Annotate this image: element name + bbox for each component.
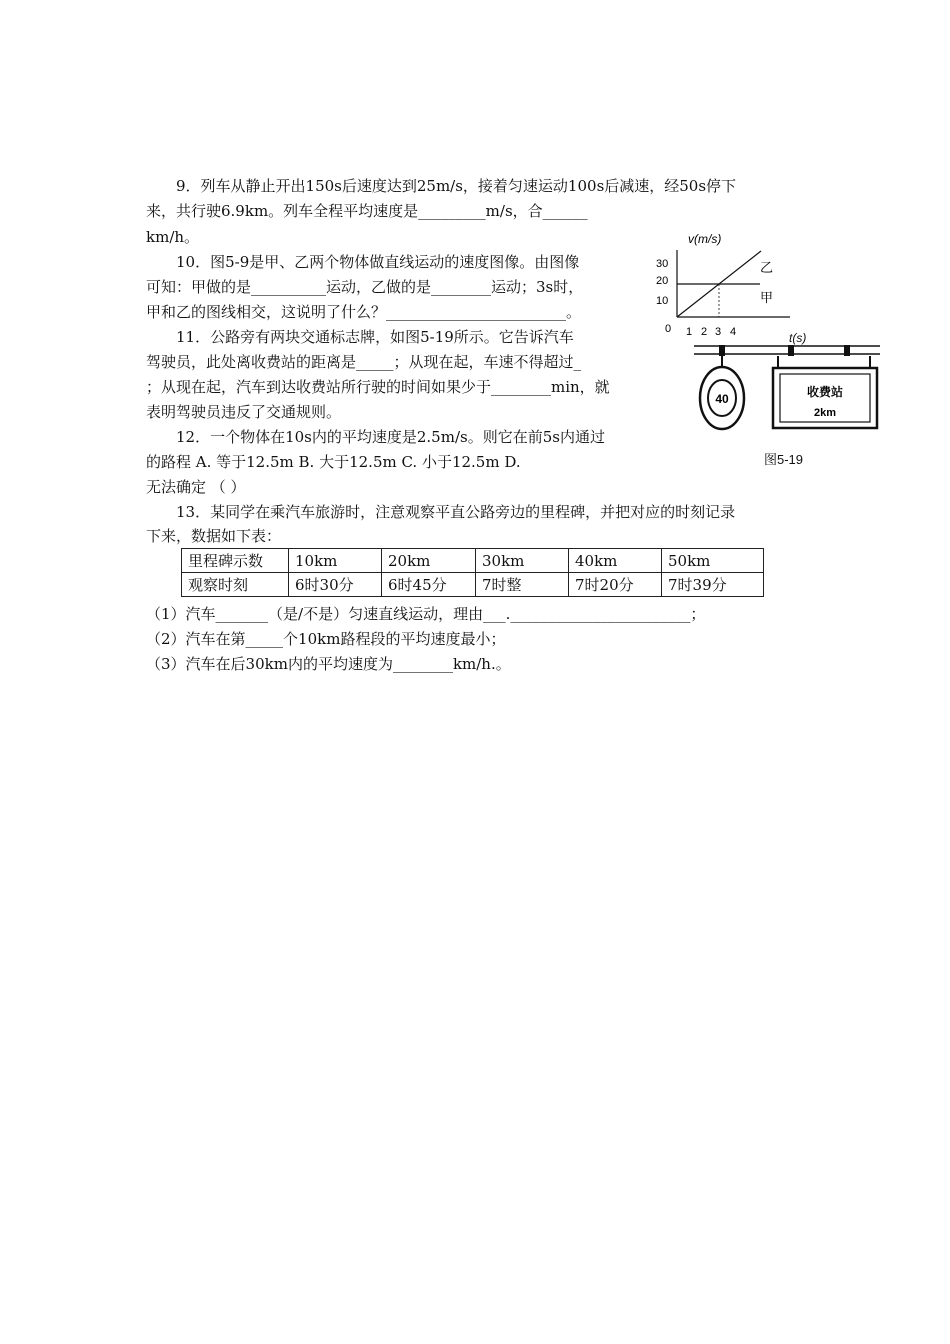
table-cell: 40km (569, 549, 662, 573)
table-cell: 7时39分 (662, 573, 764, 597)
q9-line-3: km/h。 (146, 228, 200, 246)
speed-limit-value: 40 (715, 392, 729, 406)
x-axis-label: t(s) (789, 331, 807, 345)
table-cell: 7时20分 (569, 573, 662, 597)
table-cell: 10km (289, 549, 382, 573)
table-cell: 6时30分 (289, 573, 382, 597)
q10-line-3: 甲和乙的图线相交，这说明了什么？________________________。 (146, 303, 582, 321)
table-cell: 里程碑示数 (182, 549, 289, 573)
q11-line-3: ；从现在起，汽车到达收费站所行驶的时间如果少于________min，就 (146, 378, 610, 396)
table-row (182, 549, 764, 573)
origin-label: 0 (665, 323, 672, 335)
q11-line-1: 11．公路旁有两块交通标志牌，如图5-19所示。它告诉汽车 (176, 328, 574, 346)
q12-line-3: 无法确定 （ ） (146, 478, 246, 496)
q13-sub-3: （3）汽车在后30km内的平均速度为________km/h.。 (146, 655, 511, 673)
q10-line-2: 可知：甲做的是__________运动，乙做的是________运动；3s时， (146, 278, 584, 296)
toll-station-name: 收费站 (806, 385, 844, 399)
x-tick-label: 3 (715, 326, 722, 338)
q13-sub-2: （2）汽车在第_____个10km路程段的平均速度最小； (146, 630, 506, 648)
table-cell: 6时45分 (382, 573, 476, 597)
y-axis-label: v(m/s) (688, 232, 722, 246)
pole-clamp (788, 345, 794, 356)
q10-line-1: 10．图5-9是甲、乙两个物体做直线运动的速度图像。由图像 (176, 253, 580, 271)
x-tick-label: 2 (701, 326, 708, 338)
q11-line-4: 表明驾驶员违反了交通规则。 (146, 403, 342, 421)
x-tick-label: 4 (730, 326, 737, 338)
q12-line-2: 的路程 A. 等于12.5m B. 大于12.5m C. 小于12.5m D. (146, 453, 521, 471)
q13-sub-1: （1）汽车_______（是/不是）匀速直线运动，理由___.________________________； (146, 605, 706, 623)
q9-line-2: 来，共行驶6.9km。列车全程平均速度是_________m/s，合______ (146, 202, 588, 220)
pole-clamp (844, 345, 850, 356)
table-cell: 50km (662, 549, 764, 573)
y-tick-label: 20 (656, 275, 669, 287)
toll-station-distance: 2km (813, 407, 837, 419)
table-cell: 20km (382, 549, 476, 573)
q12-line-1: 12．一个物体在10s内的平均速度是2.5m/s。则它在前5s内通过 (176, 428, 605, 446)
y-tick-label: 10 (656, 295, 669, 307)
table-cell: 30km (476, 549, 569, 573)
line-yi-label: 乙 (760, 260, 774, 275)
q11-line-2: 驾驶员，此处离收费站的距离是_____；从现在起，车速不得超过_ (146, 353, 582, 371)
q13-line-2: 下来，数据如下表： (146, 527, 282, 545)
table-row (182, 573, 764, 597)
milestone-table (181, 548, 764, 597)
q13-line-1: 13．某同学在乘汽车旅游时，注意观察平直公路旁边的里程碑，并把对应的时刻记录 (176, 503, 736, 521)
y-tick-label: 30 (656, 258, 669, 270)
pole-clamp (719, 345, 725, 356)
q9-line-1: 9．列车从静止开出150s后速度达到25m/s，接着匀速运动100s后减速，经50s停下 (176, 177, 737, 195)
traffic-signs-figure (694, 340, 880, 432)
x-tick-label: 1 (686, 326, 693, 338)
figure-caption: 图5-19 (764, 452, 804, 467)
velocity-time-graph (650, 228, 800, 340)
table-cell: 观察时刻 (182, 573, 289, 597)
line-jia-label: 甲 (760, 290, 774, 305)
table-cell: 7时整 (476, 573, 569, 597)
